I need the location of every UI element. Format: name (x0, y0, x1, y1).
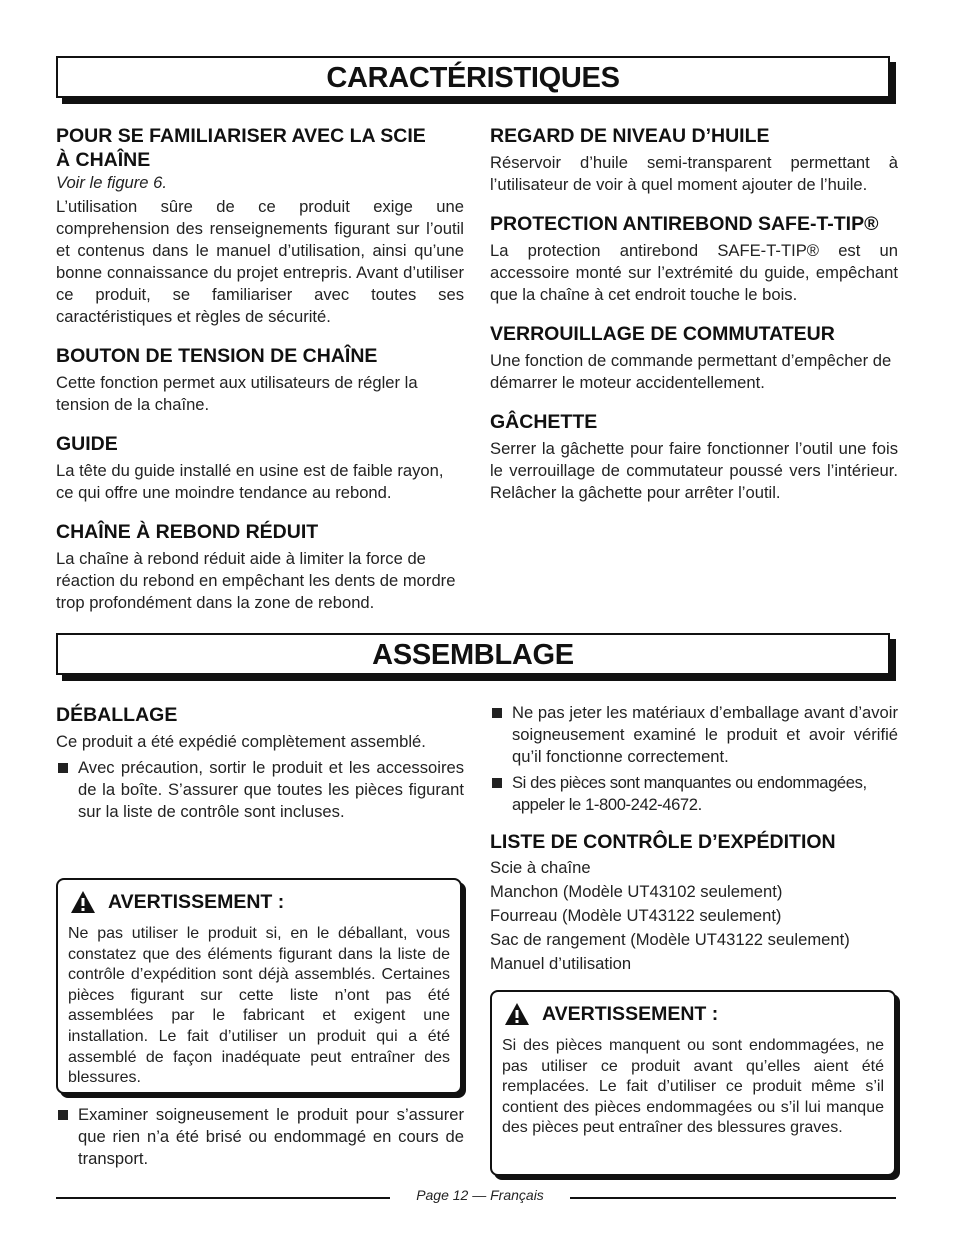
feature-heading: GUIDE (56, 433, 118, 455)
footer-rule-right (570, 1197, 896, 1199)
checklist-item: Manuel d’utilisation (490, 954, 632, 973)
feature-text: La chaîne à rebond réduit aide à limiter la force de réaction du rebond en empêchant les dents de mordre trop profondément dans la zone de rebond. (56, 549, 456, 612)
feature-heading: GÂCHETTE (490, 411, 598, 433)
characteristics-left-column (56, 124, 464, 630)
feature-text: Serrer la gâchette pour faire fonctionner l’outil une fois le verrouillage de commutateur poussé vers l’intérieur. Relâcher la gâchette pour arrêter l’outil. (490, 439, 898, 502)
feature-text: La tête du guide installé en usine est de faible rayon, ce qui offre une moindre tendance au rebond. (56, 461, 444, 502)
checklist-item: Sac de rangement (Modèle UT43122 seulement) (490, 930, 850, 949)
warning-box-missing-parts (490, 990, 896, 1176)
feature-switch-lock (490, 322, 898, 394)
bullet-keep-packaging (490, 702, 898, 768)
warning-box-preassembled (56, 878, 462, 1094)
feature-text: Réservoir d’huile semi-transparent permettant à l’utilisateur de voir à quel moment ajouter de l’huile. (490, 153, 898, 194)
characteristics-right-column (490, 124, 898, 520)
warning-text: Ne pas utiliser le produit si, en le déballant, vous constatez que des éléments figurant dans la liste de contrôle d’expédition sont déjà assemblés. Certaines pièces figurant sur cette liste n’ont pas été assemblées par le fabricant et exigent une installation. Le fait d’utiliser un produit qui a été assemblé de façon inadéquate peut entraîner des blessures. (68, 925, 450, 1087)
checklist-item: Fourreau (Modèle UT43122 seulement) (490, 906, 782, 925)
feature-trigger (490, 410, 898, 504)
bullet-square-icon (58, 763, 68, 773)
page-number: Page 12 — Français (390, 1187, 570, 1203)
section-banner-assemblage (56, 633, 890, 675)
feature-heading: CHAÎNE À REBOND RÉDUIT (56, 521, 319, 543)
bullet-text: Ne pas jeter les matériaux d’emballage avant d’avoir soigneusement examiné le produit et avoir vérifié qu’il fonctionne correctement. (512, 703, 898, 766)
warning-title: AVERTISSEMENT : (108, 890, 285, 913)
warning-header (502, 1002, 884, 1026)
bullet-text: Examiner soigneusement le produit pour s’assurer que rien n’a été brisé ou endommagé en cours de transport. (78, 1105, 464, 1168)
bullet-square-icon (492, 778, 502, 788)
section-title-assemblage: ASSEMBLAGE (372, 639, 574, 671)
feature-text: L’utilisation sûre de ce produit exige une comprehension des renseignements figurant sur l’outil et contenus dans le manuel d’utilisation, ainsi qu’une bonne connaissance du projet entrepris. Avant d’utiliser ce produit, se familiariser avec toutes ses caractéristiques et règles de sécurité. (56, 197, 464, 326)
bullet-inspect-product (56, 1104, 464, 1170)
feature-text: Une fonction de commande permettant d’empêcher de démarrer le moteur accidentellement. (490, 351, 892, 392)
figure-reference: Voir le figure 6. (56, 173, 167, 192)
feature-text: La protection antirebond SAFE-T-TIP® est un accessoire monté sur l’extrémité du guide, empêchant que la chaîne à cet endroit touche le bois. (490, 241, 898, 304)
warning-triangle-icon (504, 1002, 530, 1026)
feature-heading: PROTECTION ANTIREBOND SAFE-T-TIP® (490, 213, 879, 235)
feature-heading: POUR SE FAMILIARISER AVEC LA SCIE À CHAÎNE (56, 125, 426, 171)
feature-oil-level-window (490, 124, 898, 196)
unpacking-text: Ce produit a été expédié complètement assemblé. (56, 732, 426, 751)
feature-familiarize (56, 124, 464, 328)
assembly-right-column (490, 702, 898, 976)
checklist-item: Scie à chaîne (490, 858, 591, 877)
bullet-remove-from-box (56, 757, 464, 823)
bullet-text: Si des pièces sont manquantes ou endommagées, appeler le 1-800-242-4672. (512, 773, 867, 814)
bullet-square-icon (492, 708, 502, 718)
checklist-item: Manchon (Modèle UT43102 seulement) (490, 882, 783, 901)
feature-text: Cette fonction permet aux utilisateurs de régler la tension de la chaîne. (56, 373, 418, 414)
feature-safe-t-tip (490, 212, 898, 306)
bullet-square-icon (58, 1110, 68, 1120)
section-title-caracteristiques: CARACTÉRISTIQUES (326, 62, 620, 94)
feature-heading: BOUTON DE TENSION DE CHAÎNE (56, 345, 378, 367)
warning-text: Si des pièces manquent ou sont endommagées, ne pas utiliser ce produit avant qu’elles aient été remplacées. Le fait d’utiliser ce produit même s’il contient des pièces endommagées ou s’il lui manque des pièces peut entraîner des blessures graves. (502, 1037, 884, 1137)
warning-triangle-icon (70, 890, 96, 914)
feature-chain-tension-knob (56, 344, 464, 416)
feature-heading: REGARD DE NIVEAU D’HUILE (490, 125, 770, 147)
warning-header (68, 890, 450, 914)
feature-heading: VERROUILLAGE DE COMMUTATEUR (490, 323, 835, 345)
bullet-missing-parts (490, 772, 898, 816)
warning-title: AVERTISSEMENT : (542, 1002, 719, 1025)
feature-guide (56, 432, 464, 504)
unpacking-heading: DÉBALLAGE (56, 704, 178, 726)
checklist-heading: LISTE DE CONTRÔLE D’EXPÉDITION (490, 831, 836, 853)
footer-rule-left (56, 1197, 390, 1199)
section-banner-caracteristiques (56, 56, 890, 98)
feature-low-kickback-chain (56, 520, 464, 614)
bullet-text: Avec précaution, sortir le produit et les accessoires de la boîte. S’assurer que toutes les pièces figurant sur la liste de contrôle sont incluses. (78, 758, 464, 821)
assembly-left-column (56, 703, 464, 823)
assembly-left-column-bottom (56, 1104, 464, 1170)
